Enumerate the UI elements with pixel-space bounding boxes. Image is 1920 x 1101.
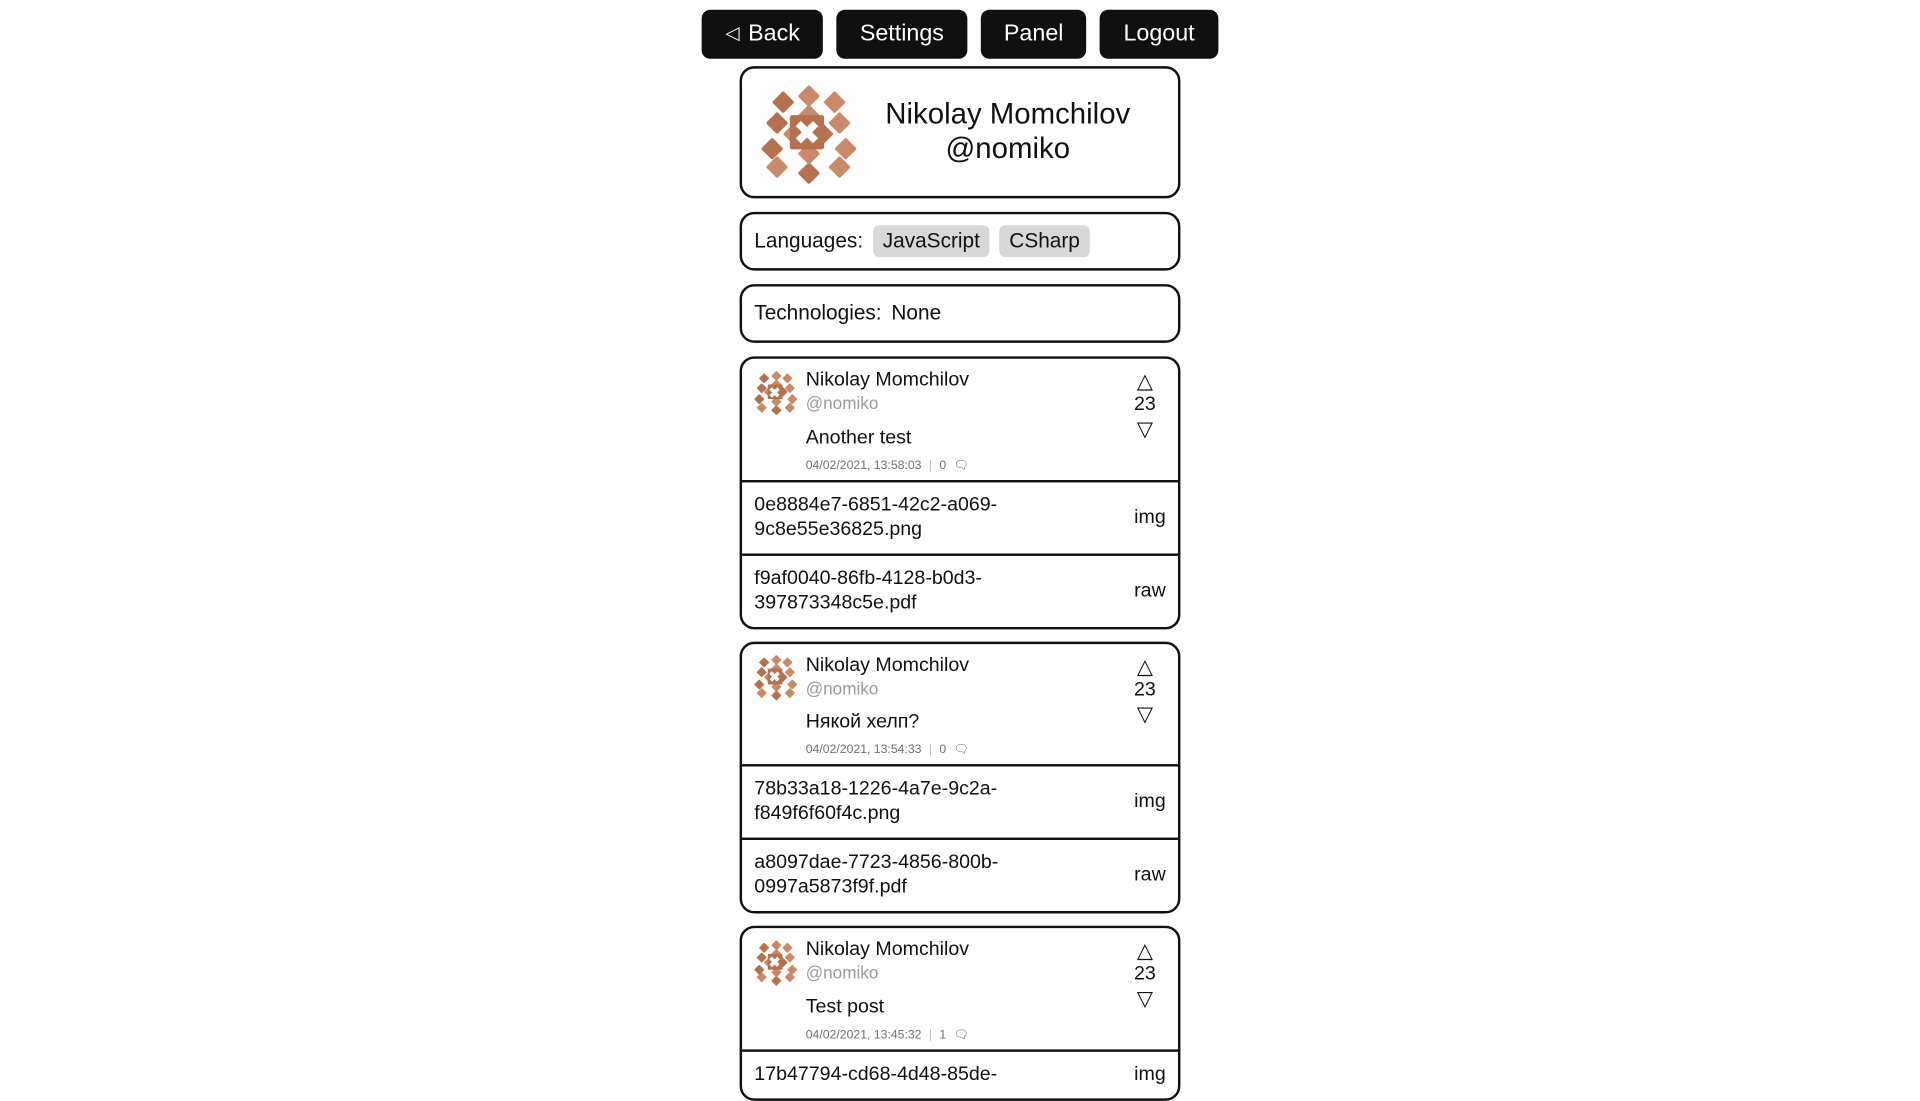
comment-icon: 🗨 [953, 743, 970, 758]
post-timestamp: 04/02/2021, 13:45:32 [805, 1028, 922, 1042]
triangle-down-icon[interactable]: ▽ [1136, 987, 1153, 1011]
settings-button[interactable] [837, 10, 968, 59]
post-comment-count: 1 [939, 1028, 947, 1042]
meta-divider: | [928, 743, 933, 758]
post-meta [806, 1028, 1124, 1041]
profile-avatar [762, 87, 853, 178]
post-handle: @nomiko [805, 678, 879, 698]
triangle-left-icon: ◁ [725, 23, 740, 45]
triangle-up-icon[interactable]: △ [1136, 369, 1153, 393]
post-timestamp: 04/02/2021, 13:54:33 [805, 743, 922, 758]
vote-control[interactable] [1124, 368, 1166, 472]
technologies-card [740, 284, 1181, 343]
post-avatar [754, 941, 796, 983]
language-chip: JavaScript [873, 225, 990, 257]
attachment-name: 78b33a18-1226-4a7e-9c2a-f849f6f60f4c.png [754, 779, 998, 825]
vote-count: 23 [1134, 963, 1156, 985]
post-header [742, 359, 1178, 480]
attachment-kind[interactable]: raw [1134, 864, 1166, 886]
profile-card [740, 66, 1181, 198]
profile-header [742, 68, 1178, 195]
attachment-row[interactable] [742, 1049, 1178, 1098]
meta-divider: | [928, 458, 933, 473]
post-content [806, 938, 1124, 1042]
post-comment-count: 0 [939, 458, 947, 473]
post-meta [806, 744, 1124, 757]
post-card[interactable] [740, 926, 1181, 1101]
post-header [742, 928, 1178, 1049]
comment-icon: 🗨 [953, 458, 970, 473]
post-body: Test post [805, 996, 885, 1018]
avatar-art-small [754, 656, 796, 698]
post-body: Някой хелп? [805, 711, 920, 733]
technologies-row [742, 286, 1178, 340]
post-author: Nikolay Momchilov [805, 939, 970, 961]
attachment-name: a8097dae-7723-4856-800b-0997a5873f9f.pdf [754, 852, 999, 898]
post-content [806, 368, 1124, 472]
technologies-label: Technologies: [754, 301, 882, 325]
language-chip: CSharp [999, 225, 1089, 257]
settings-button-label: Settings [859, 20, 944, 47]
vote-count: 23 [1134, 679, 1156, 700]
technologies-value: None [891, 301, 942, 325]
triangle-down-icon[interactable]: ▽ [1136, 702, 1153, 726]
avatar-art-large [762, 87, 853, 178]
logout-button-label: Logout [1123, 20, 1195, 47]
attachment-kind[interactable]: img [1134, 506, 1166, 528]
languages-label: Languages: [754, 228, 864, 253]
attachment-row[interactable] [742, 479, 1178, 552]
triangle-up-icon[interactable]: △ [1136, 939, 1153, 963]
attachment-kind[interactable]: raw [1134, 579, 1166, 601]
vote-control[interactable] [1124, 653, 1166, 757]
post-meta [806, 459, 1124, 472]
vote-control[interactable] [1124, 938, 1166, 1042]
attachment-row[interactable] [742, 764, 1178, 837]
vote-count: 23 [1134, 394, 1156, 415]
post-content [806, 653, 1124, 757]
post-handle: @nomiko [805, 393, 879, 413]
post-feed [740, 356, 1181, 1101]
profile-identity [869, 98, 1158, 166]
profile-name: Nikolay Momchilov [885, 97, 1131, 132]
post-author: Nikolay Momchilov [805, 369, 970, 391]
back-button-label: Back [748, 20, 800, 47]
post-card[interactable] [740, 641, 1181, 914]
meta-divider: | [928, 1028, 933, 1042]
post-author: Nikolay Momchilov [805, 654, 970, 676]
post-handle: @nomiko [805, 962, 879, 983]
languages-row [742, 214, 1178, 268]
triangle-down-icon[interactable]: ▽ [1136, 417, 1153, 441]
post-avatar [754, 656, 796, 698]
attachment-name: 0e8884e7-6851-42c2-a069-9c8e55e36825.png [754, 494, 998, 540]
post-comment-count: 0 [939, 743, 947, 758]
top-navigation [0, 0, 1920, 59]
post-timestamp: 04/02/2021, 13:58:03 [805, 458, 922, 473]
comment-icon: 🗨 [953, 1028, 970, 1042]
attachment-kind[interactable]: img [1134, 1063, 1166, 1085]
post-card[interactable] [740, 356, 1181, 629]
attachment-row[interactable] [742, 553, 1178, 626]
avatar-art-small [754, 941, 796, 983]
panel-button[interactable] [981, 10, 1087, 59]
attachment-name: f9af0040-86fb-4128-b0d3-397873348c5e.pdf [754, 567, 982, 613]
profile-handle: @nomiko [945, 132, 1071, 166]
languages-card [740, 212, 1181, 271]
post-header [742, 644, 1178, 765]
post-avatar [754, 371, 796, 413]
attachment-name: 17b47794-cd68-4d48-85de- [754, 1063, 998, 1085]
back-button[interactable] [702, 10, 823, 59]
post-body: Another test [805, 426, 912, 448]
panel-button-label: Panel [1003, 20, 1064, 47]
avatar-art-small [754, 371, 796, 413]
attachment-row[interactable] [742, 838, 1178, 911]
logout-button[interactable] [1100, 10, 1218, 59]
attachment-kind[interactable]: img [1134, 791, 1166, 813]
main-column [740, 59, 1181, 1101]
triangle-up-icon[interactable]: △ [1136, 654, 1153, 678]
